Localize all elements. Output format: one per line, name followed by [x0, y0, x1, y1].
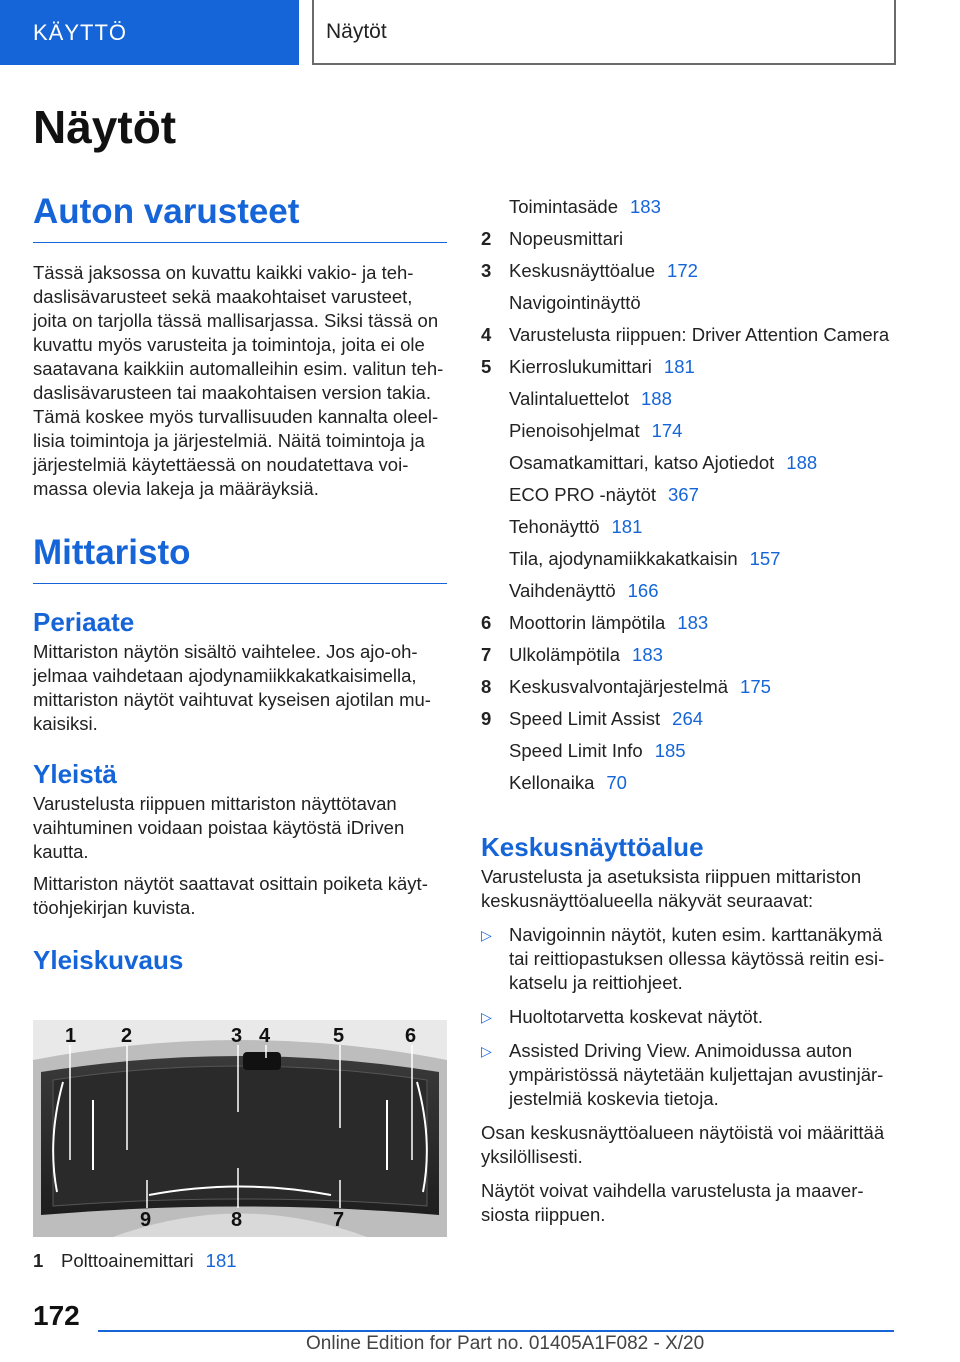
bullet-text: Huoltotarvetta koskevat näytöt. — [509, 1006, 763, 1027]
legend-item — [481, 227, 897, 259]
legend-item — [481, 259, 897, 291]
legend-text: Kellonaika — [509, 772, 595, 793]
legend-text: Vaihdenäyttö — [509, 580, 616, 601]
legend-text: Osamatkamittari, katso Ajotiedot — [509, 452, 775, 473]
legend-number: 7 — [481, 644, 492, 665]
left-column — [33, 190, 447, 976]
legend-item — [481, 547, 897, 579]
legend-text: Toimintasäde — [509, 196, 619, 217]
legend-item — [481, 739, 897, 771]
figure-label-5: 5 — [333, 1025, 345, 1047]
bullet-text: Assisted Driving View. Animoidussa auton ympäristössä näytetään kuljettajan avustinjärjestelmiä koskevia tietoja. — [509, 1040, 884, 1109]
paragraph-periaate: Mittariston näytön sisältö vaihtelee. Jos ajo-ohjelmaa vaihdetaan ajodynamiikkakatkaisimella, mittariston näytöt vaihtuvat kyseisen ajotilan mukaisiksi. — [33, 641, 431, 734]
instrument-cluster-figure — [33, 1020, 447, 1237]
heading-periaate: Periaate — [33, 607, 135, 637]
cluster-illustration — [33, 1020, 447, 1237]
legend-number: 4 — [481, 324, 492, 345]
page-reference-link[interactable]: 185 — [654, 740, 686, 761]
legend-number: 9 — [481, 708, 492, 729]
paragraph-yleista-2: Mittariston näytöt saattavat osittain poiketa käyttöohjekirjan kuvista. — [33, 873, 428, 918]
legend-text: Pienoisohjelmat — [509, 420, 640, 441]
figure-label-2: 2 — [121, 1025, 133, 1047]
legend-number — [481, 291, 509, 323]
bullet-item — [481, 1005, 897, 1029]
legend-number — [481, 547, 509, 579]
legend-text: Valintaluettelot — [509, 388, 629, 409]
figure-legend-list — [481, 195, 897, 803]
legend-item — [481, 707, 897, 739]
right-column — [481, 195, 897, 1227]
page-reference-link[interactable]: 183 — [630, 196, 661, 217]
legend-item — [481, 771, 897, 803]
footer-divider — [98, 1330, 894, 1332]
page-reference-link[interactable]: 70 — [606, 772, 627, 793]
triangle-bullet-icon: ▷ — [481, 927, 492, 943]
legend-number — [481, 579, 509, 611]
page-reference-link[interactable]: 175 — [740, 676, 771, 697]
page-reference-link[interactable]: 188 — [786, 452, 818, 473]
bullet-item — [481, 923, 897, 995]
figure-legend-item-1 — [33, 1249, 447, 1281]
page-reference-link[interactable]: 157 — [749, 548, 781, 569]
bullet-item — [481, 1039, 897, 1111]
legend-item — [481, 515, 897, 547]
legend-number — [481, 387, 509, 419]
page-reference-link[interactable]: 188 — [641, 388, 672, 409]
page-reference-link[interactable]: 183 — [677, 612, 709, 633]
heading-auton-varusteet: Auton varusteet — [33, 190, 447, 243]
chapter-header: Näytöt — [312, 0, 896, 65]
bullet-list — [481, 923, 897, 1111]
bullet-text: Navigoinnin näytöt, kuten esim. karttanäkymä tai reittiopastuksen ollessa käytössä reitin esikatselu ja reittiohjeet. — [509, 924, 885, 993]
figure-label-9: 9 — [140, 1209, 152, 1231]
legend-text: Polttoainemittari — [61, 1250, 194, 1271]
legend-text: Kierroslukumittari — [509, 356, 652, 377]
legend-text: Navigointinäyttö — [509, 292, 641, 313]
legend-number — [481, 419, 509, 451]
legend-item — [481, 195, 897, 227]
figure-label-3: 3 — [231, 1025, 243, 1047]
paragraph-auton: Tässä jaksossa on kuvattu kaikki vakio- ja tehdaslisävarusteet sekä maakohtaiset varusteet, joita on tarjolla tässä mallisarjassa. Siksi tässä on kuvattu myös varusteita ja toimintoja, joita ei ole saatavana kaikkiin automalleihin esim. valitun tehdaslisävarusteen tai maakohtaisen version takia. Tämä koskee myös turvallisuuden kannalta oleellisia toimintoja ja järjestelmiä. Näitä toimintoja ja järjestelmiä käytettäessä on noudatettava voimassa olevia lakeja ja määräyksiä. — [33, 262, 444, 499]
paragraph-keskus: Varustelusta ja asetuksista riippuen mittariston keskusnäyttöalueella näkyvät seuraavat: — [481, 866, 862, 911]
legend-item — [481, 419, 897, 451]
legend-text: Varustelusta riippuen: Driver Attention Camera — [509, 324, 890, 345]
legend-text: Moottorin lämpötila — [509, 612, 666, 633]
legend-number — [481, 483, 509, 515]
page-reference-link[interactable]: 174 — [651, 420, 683, 441]
legend-text: Ulkolämpötila — [509, 644, 621, 665]
legend-number — [481, 739, 509, 771]
legend-number: 5 — [481, 356, 492, 377]
legend-item — [481, 355, 897, 387]
legend-item — [481, 483, 897, 515]
legend-item — [481, 451, 897, 483]
legend-item — [481, 611, 897, 643]
paragraph-end-2: Näytöt voivat vaihdella varustelusta ja maaversiosta riippuen. — [481, 1180, 864, 1225]
figure-label-7: 7 — [333, 1209, 345, 1231]
heading-yleista: Yleistä — [33, 759, 117, 789]
legend-number — [481, 771, 509, 803]
legend-text: Speed Limit Assist — [509, 708, 661, 729]
legend-text: ECO PRO -näytöt — [509, 484, 657, 505]
legend-text: Tehonäyttö — [509, 516, 600, 537]
page-reference-link[interactable]: 181 — [663, 356, 695, 377]
edition-footer: Online Edition for Part no. 01405A1F082 - X/20 — [306, 1333, 705, 1354]
paragraph-yleista-1: Varustelusta riippuen mittariston näyttötavan vaihtuminen voidaan poistaa käytöstä iDriven kautta. — [33, 793, 405, 862]
figure-label-4: 4 — [259, 1025, 271, 1047]
page-reference-link[interactable]: 264 — [672, 708, 704, 729]
legend-number — [481, 515, 509, 547]
legend-number: 3 — [481, 260, 492, 281]
legend-item — [481, 643, 897, 675]
heading-yleiskuvaus: Yleiskuvaus — [33, 945, 184, 975]
legend-text: Keskusvalvontajärjestelmä — [509, 676, 729, 697]
page-number: 172 — [33, 1300, 80, 1331]
figure-label-6: 6 — [405, 1025, 417, 1047]
legend-text: Keskusnäyttöalue — [509, 260, 656, 281]
page-reference-link[interactable]: 181 — [205, 1250, 237, 1271]
page-reference-link[interactable]: 166 — [627, 580, 659, 601]
legend-number — [481, 195, 509, 227]
legend-item — [481, 387, 897, 419]
legend-item — [481, 291, 897, 323]
legend-text: Nopeusmittari — [509, 228, 624, 249]
page-reference-link[interactable]: 181 — [611, 516, 643, 537]
legend-number — [481, 451, 509, 483]
heading-mittaristo: Mittaristo — [33, 531, 447, 584]
legend-number: 2 — [481, 228, 492, 249]
triangle-bullet-icon: ▷ — [481, 1043, 492, 1059]
legend-text: Tila, ajodynamiikkakatkaisin — [509, 548, 738, 569]
page-reference-link[interactable]: 367 — [668, 484, 699, 505]
figure-label-8: 8 — [231, 1209, 243, 1231]
legend-number: 6 — [481, 612, 492, 633]
legend-number: 1 — [33, 1250, 44, 1271]
page-reference-link[interactable]: 172 — [667, 260, 698, 281]
legend-number: 8 — [481, 676, 492, 697]
triangle-bullet-icon: ▷ — [481, 1009, 492, 1025]
section-tab: KÄYTTÖ — [0, 0, 299, 65]
page-title: Näytöt — [33, 101, 177, 153]
legend-item — [481, 323, 897, 347]
legend-item — [481, 675, 897, 707]
page-reference-link[interactable]: 183 — [632, 644, 663, 665]
figure-label-1: 1 — [65, 1025, 77, 1047]
legend-item — [481, 579, 897, 611]
paragraph-end-1: Osan keskusnäyttöalueen näytöistä voi määrittää yksilöllisesti. — [481, 1122, 885, 1167]
legend-text: Speed Limit Info — [509, 740, 643, 761]
heading-keskusnayttoalue: Keskusnäyttöalue — [481, 832, 704, 862]
